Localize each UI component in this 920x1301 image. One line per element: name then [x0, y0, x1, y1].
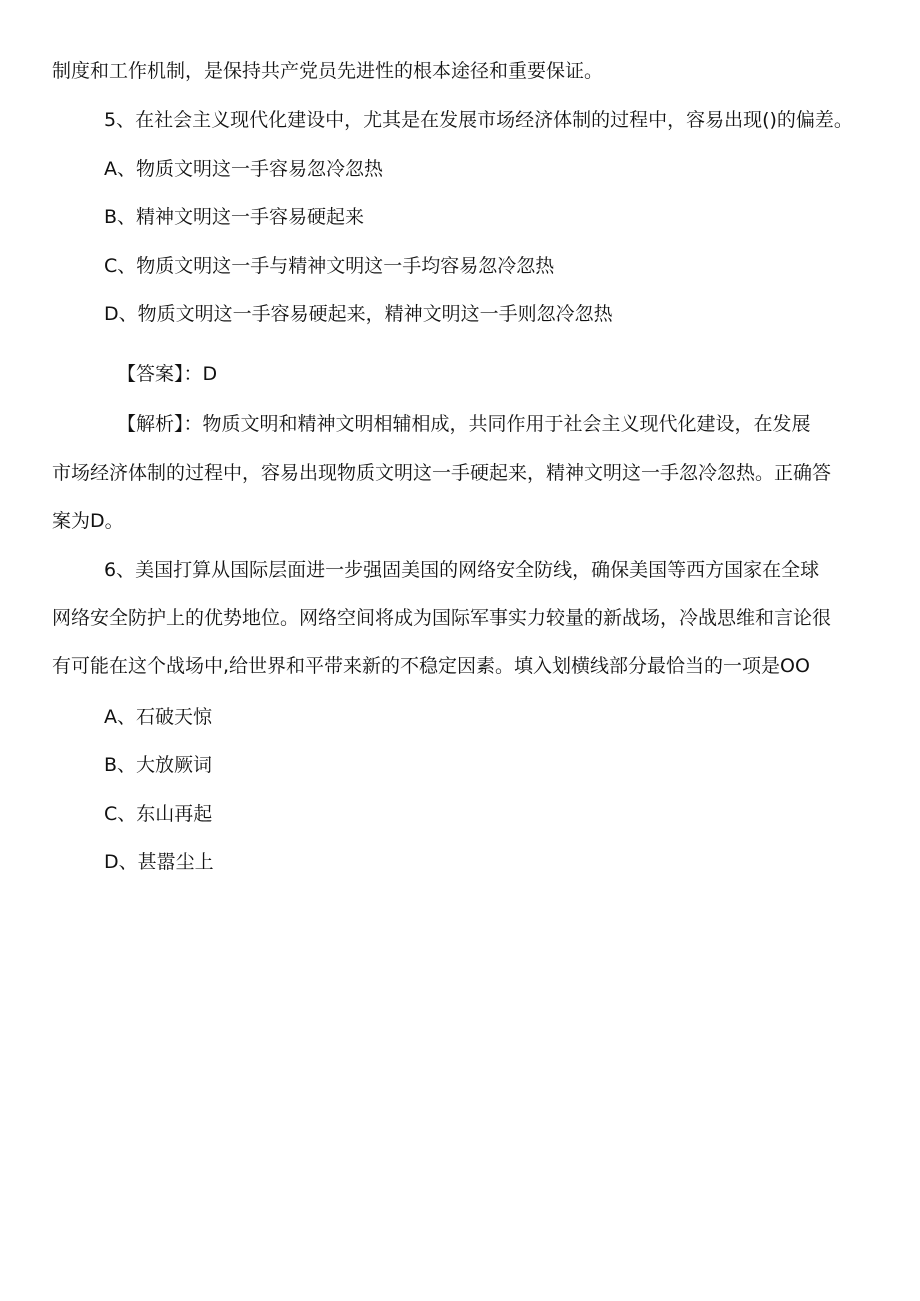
- question-5-analysis-line-2: 市场经济体制的过程中，容易出现物质文明这一手硬起来，精神文明这一手忽冷忽热。正确答: [52, 462, 832, 484]
- question-6-option-c: C、东山再起: [104, 803, 213, 825]
- question-5-analysis-line-1: 【解析】：物质文明和精神文明相辅相成，共同作用于社会主义现代化建设，在发展: [117, 413, 811, 435]
- question-5-option-d: D、物质文明这一手容易硬起来，精神文明这一手则忽冷忽热: [104, 303, 613, 325]
- question-5-option-b: B、精神文明这一手容易硬起来: [104, 206, 365, 228]
- question-6-option-a: A、石破天惊: [104, 706, 212, 728]
- question-5-answer: 【答案】：D: [117, 363, 218, 385]
- question-6-stem-line-3: 有可能在这个战场中,给世界和平带来新的不稳定因素。填入划横线部分最恰当的一项是OO: [52, 655, 810, 677]
- question-6-stem-line-1: 6、美国打算从国际层面进一步强固美国的网络安全防线，确保美国等西方国家在全球: [104, 559, 820, 581]
- question-5-stem: 5、在社会主义现代化建设中，尤其是在发展市场经济体制的过程中，容易出现()的偏差。: [104, 109, 853, 131]
- question-5-option-a: A、物质文明这一手容易忽冷忽热: [104, 158, 383, 180]
- question-6-option-d: D、甚嚣尘上: [104, 851, 214, 873]
- intro-continuation: 制度和工作机制，是保持共产党员先进性的根本途径和重要保证。: [52, 60, 604, 82]
- question-5-option-c: C、物质文明这一手与精神文明这一手均容易忽冷忽热: [104, 255, 555, 277]
- question-6-stem-line-2: 网络安全防护上的优势地位。网络空间将成为国际军事实力较量的新战场，冷战思维和言论很: [52, 607, 832, 629]
- question-6-option-b: B、大放厥词: [104, 754, 213, 776]
- question-5-analysis-line-3: 案为D。: [52, 510, 124, 532]
